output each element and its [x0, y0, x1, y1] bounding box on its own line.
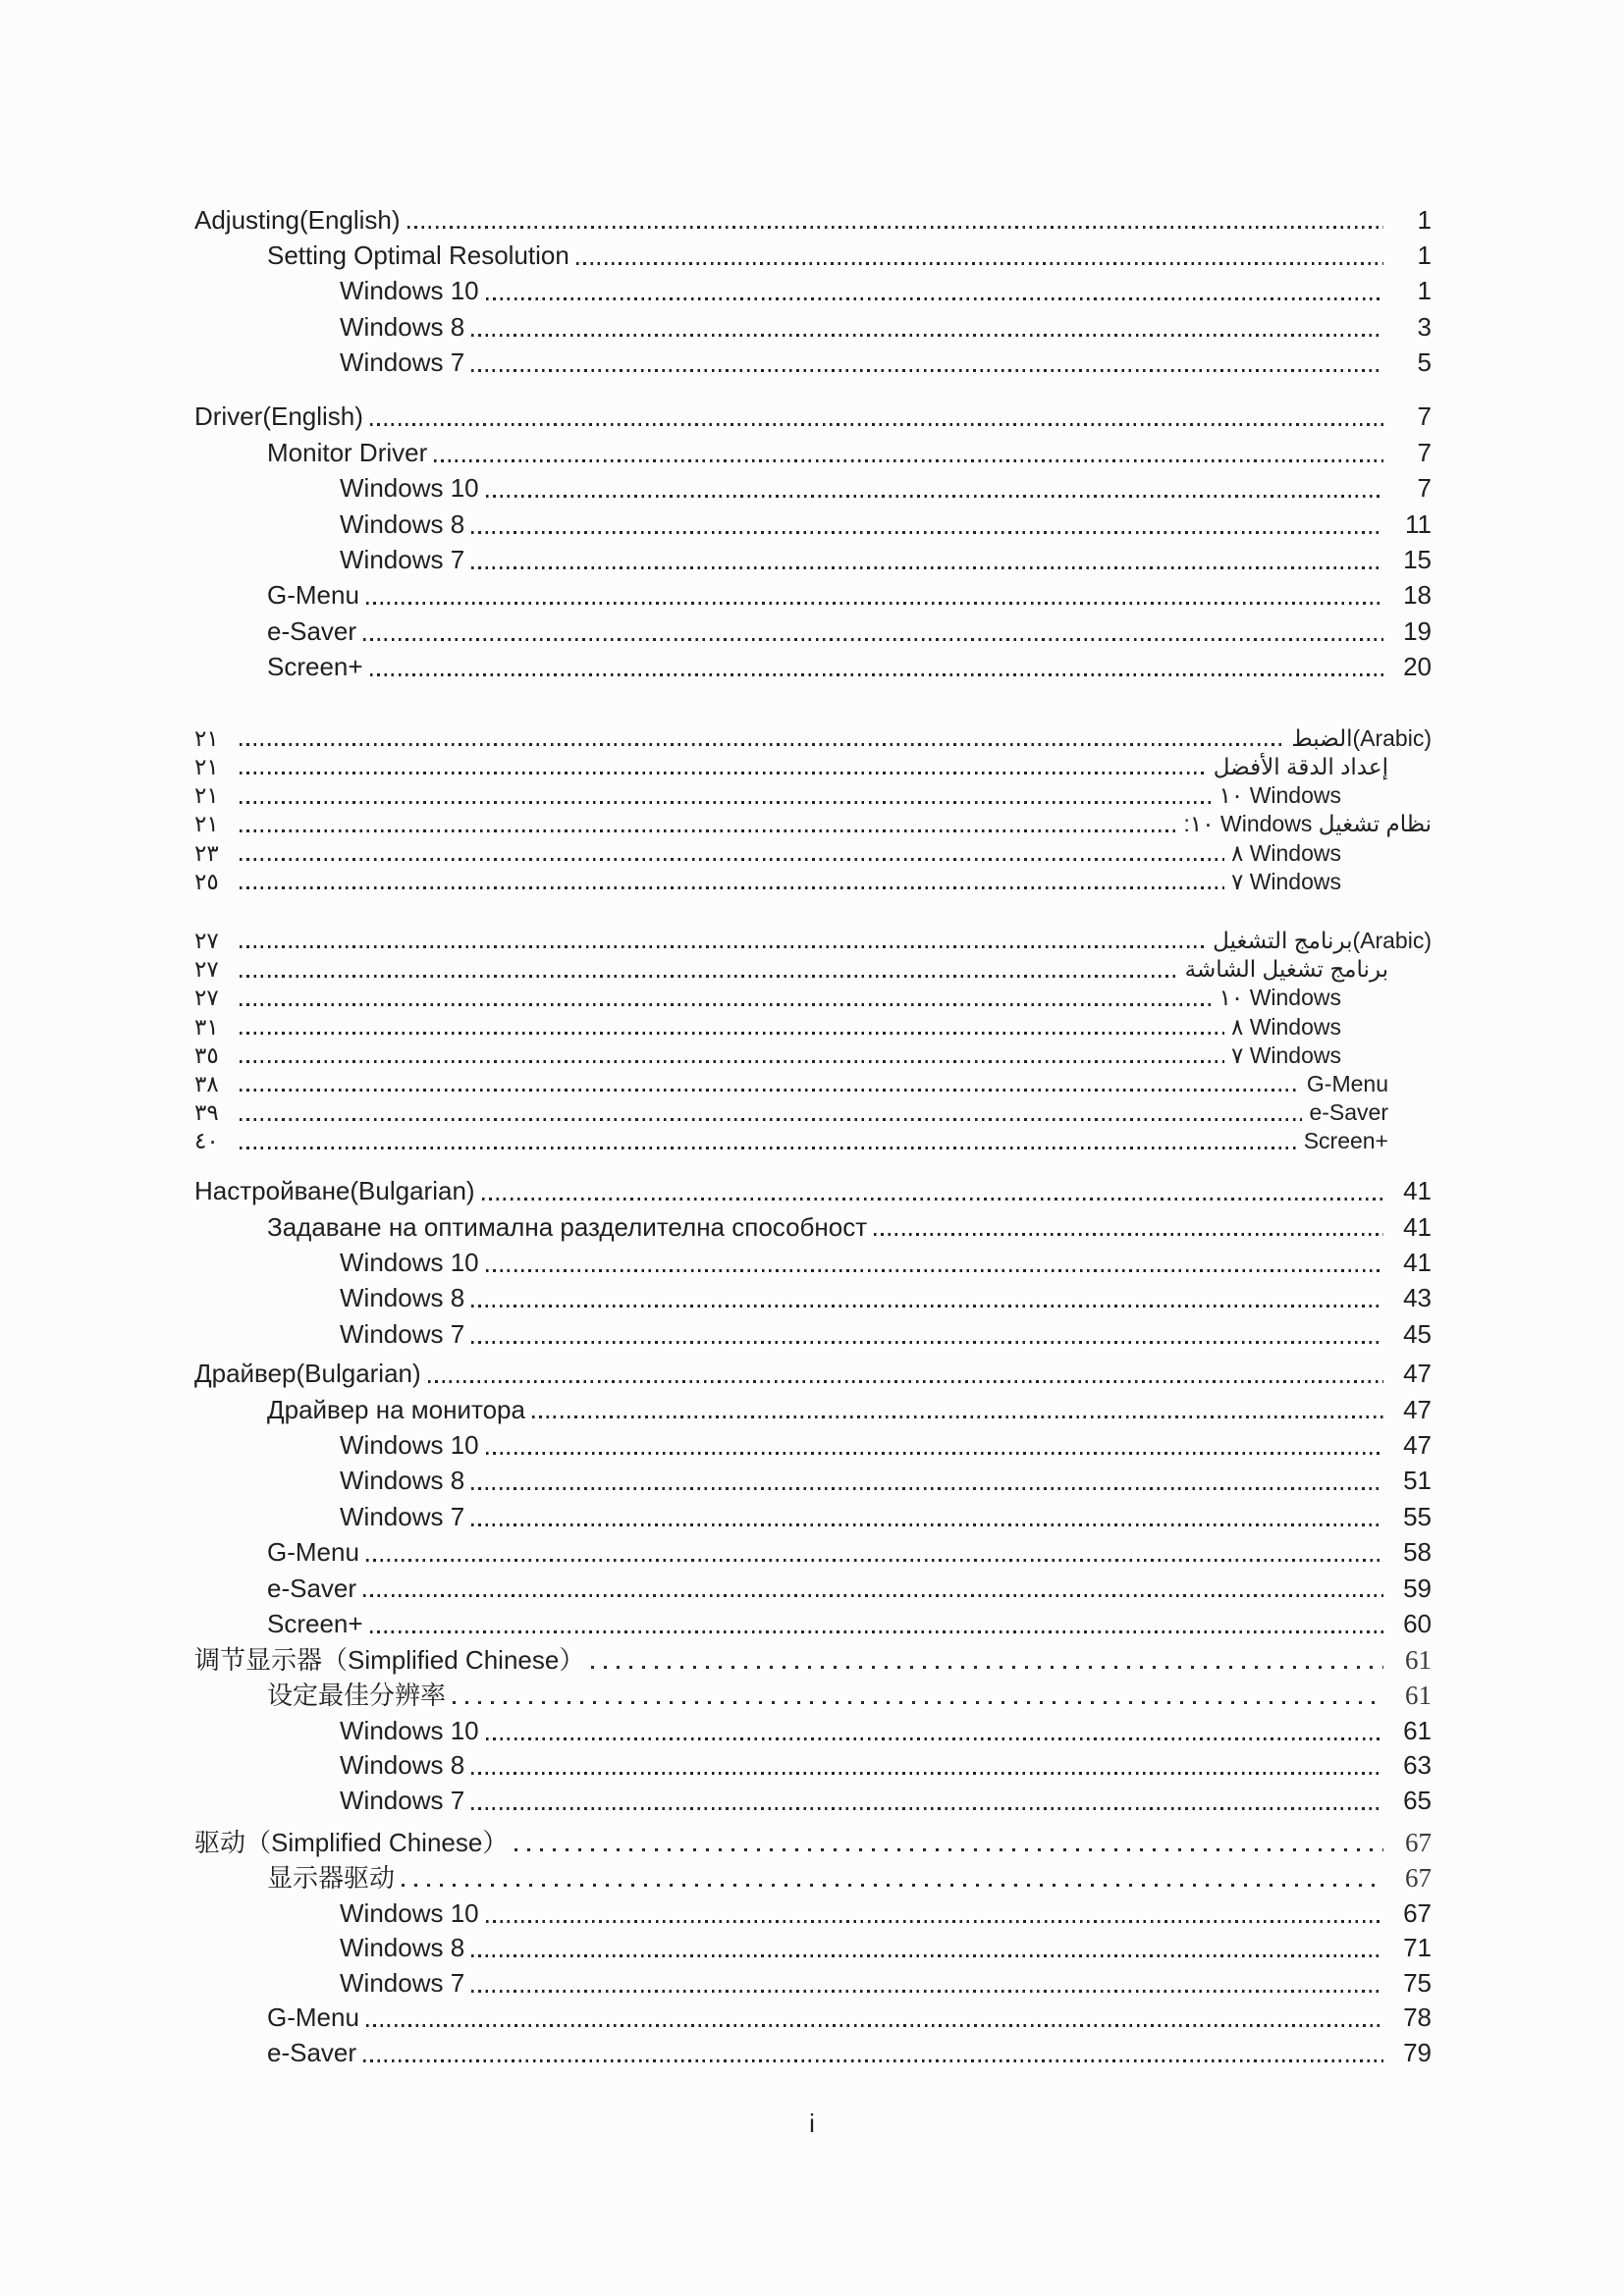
- toc-page-number: 19: [1403, 615, 1432, 646]
- toc-entry-label: Windows 10: [340, 1715, 479, 1745]
- dot-leader: [471, 1305, 1383, 1308]
- toc-page-number: 71: [1403, 1933, 1432, 1963]
- toc-row: [194, 837, 1432, 866]
- dot-leader: [471, 1487, 1383, 1490]
- toc-page-number: 41: [1403, 1247, 1432, 1277]
- toc-page-number: ٣٨: [194, 1070, 219, 1096]
- dot-leader: [366, 1559, 1383, 1562]
- dot-leader: [453, 1701, 1383, 1704]
- toc-page-number: 65: [1403, 1785, 1432, 1815]
- dot-leader: [482, 1198, 1383, 1201]
- toc-entry-label: Setting Optimal Resolution: [267, 240, 569, 270]
- toc-row: [194, 1496, 1432, 1531]
- toc-page-number: 41: [1403, 1211, 1432, 1242]
- dot-leader: [240, 743, 1284, 746]
- toc-page-number: 41: [1403, 1176, 1432, 1206]
- dot-leader: [370, 423, 1383, 426]
- toc-page-number: 67: [1403, 1897, 1432, 1928]
- toc-page-number: 67: [1405, 1862, 1432, 1893]
- toc-entry-label: Windows 7: [340, 347, 465, 378]
- toc-entry-label: e-Saver: [1309, 1099, 1388, 1126]
- toc-entry-label: Windows 10: [340, 1429, 479, 1460]
- toc-row: [194, 1532, 1432, 1568]
- toc-page-number: 3: [1417, 311, 1432, 342]
- toc-page-number: ٢٧: [194, 927, 219, 953]
- toc-entry-label: Screen+: [267, 1608, 363, 1638]
- toc-entry-label: G-Menu: [267, 1537, 359, 1568]
- toc-page-number: ٢٥: [194, 868, 219, 894]
- toc-page-number: ٢٧: [194, 956, 219, 983]
- dot-leader: [363, 638, 1383, 641]
- dot-leader: [576, 262, 1383, 265]
- toc-row: [194, 1206, 1432, 1242]
- toc-page-number: 58: [1403, 1537, 1432, 1568]
- toc-entry-label: Windows ٨: [1230, 1013, 1341, 1040]
- toc-entry-label: Windows 7: [340, 1318, 465, 1349]
- toc-entry-label: Windows 7: [340, 1967, 465, 1998]
- dot-leader: [471, 531, 1383, 534]
- toc-row: [194, 1011, 1432, 1040]
- toc-row: [194, 504, 1432, 539]
- toc-entry-label: Screen+: [267, 652, 363, 682]
- dot-leader: [240, 1032, 1224, 1035]
- dot-leader: [486, 1452, 1383, 1455]
- toc-page-number: ٢١: [194, 811, 219, 837]
- dot-leader: [240, 1089, 1300, 1092]
- dot-leader: [471, 1954, 1383, 1957]
- toc-row: [194, 1096, 1432, 1125]
- toc-row: [194, 397, 1432, 432]
- toc-page-number: ٢١: [194, 782, 219, 809]
- toc-entry-label: Windows ٨: [1230, 839, 1341, 866]
- toc-entry-label: Windows 8: [340, 1283, 465, 1313]
- toc-entry-label: G-Menu: [267, 2002, 359, 2033]
- toc-page-number: 78: [1403, 2002, 1432, 2033]
- toc-row: [194, 1568, 1432, 1603]
- toc-page-number: ٢١: [194, 724, 219, 751]
- dot-leader: [366, 602, 1383, 605]
- toc-row: [194, 235, 1432, 270]
- toc-page-number: 15: [1403, 545, 1432, 575]
- toc-row: [194, 1746, 1432, 1782]
- toc-page-number: ٢٣: [194, 839, 219, 866]
- toc-row: [194, 1313, 1432, 1349]
- dot-leader: [240, 1118, 1302, 1121]
- toc-section-driver-simplified-chinese: [194, 1824, 1432, 2068]
- dot-leader: [240, 801, 1213, 804]
- toc-row: [194, 1711, 1432, 1746]
- toc-row: [194, 953, 1432, 982]
- toc-row: [194, 1824, 1432, 1859]
- toc-page-number: 45: [1403, 1318, 1432, 1349]
- toc-entry-label: Настройване(Bulgarian): [194, 1176, 475, 1206]
- toc-row: [194, 1068, 1432, 1096]
- toc-page-number: ٢٧: [194, 985, 219, 1011]
- toc-row: [194, 1781, 1432, 1816]
- dot-leader: [874, 1233, 1383, 1236]
- toc-entry-label: e-Saver: [267, 1573, 357, 1603]
- dot-leader: [240, 1060, 1224, 1063]
- toc-entry-label: 驱动（Simplified Chinese）: [194, 1828, 509, 1858]
- dot-leader: [434, 459, 1383, 462]
- dot-leader: [486, 1920, 1383, 1923]
- toc-row: [194, 983, 1432, 1011]
- toc-entry-label: برنامج تشغيل الشاشة: [1184, 956, 1388, 983]
- toc-page-number: 47: [1403, 1359, 1432, 1389]
- toc-entry-label: e-Saver: [267, 615, 357, 646]
- dot-leader: [363, 2059, 1383, 2062]
- toc-page-number: ٤٠: [194, 1128, 219, 1154]
- toc-page-number: 60: [1403, 1608, 1432, 1638]
- toc-row: [194, 1126, 1432, 1154]
- toc-entry-label: Windows 7: [340, 545, 465, 575]
- toc-row: [194, 540, 1432, 575]
- toc-row: [194, 1963, 1432, 1999]
- toc-entry-label: Windows 10: [340, 1247, 479, 1277]
- dot-leader: [532, 1415, 1383, 1418]
- toc-page-number: 47: [1403, 1394, 1432, 1424]
- toc-page-number: ٣٩: [194, 1099, 219, 1126]
- toc-entry-label: Windows 7: [340, 1785, 465, 1815]
- dot-leader: [240, 1003, 1213, 1006]
- toc-row: [194, 925, 1432, 953]
- toc-page-number: 5: [1417, 347, 1432, 378]
- toc-section-adjusting-english: [194, 199, 1432, 378]
- toc-row: [194, 468, 1432, 504]
- toc-entry-label: Monitor Driver: [267, 437, 428, 467]
- dot-leader: [471, 1523, 1383, 1526]
- toc-entry-label: Driver(English): [194, 401, 363, 432]
- toc-entry-label: Windows 10: [340, 276, 479, 306]
- dot-leader: [240, 886, 1224, 889]
- toc-page-number: 11: [1405, 508, 1432, 539]
- page-number-footer: [0, 2109, 1624, 2139]
- toc-page-number: ٣٥: [194, 1041, 219, 1068]
- toc-page-number: 7: [1417, 473, 1432, 504]
- toc-entry-label: G-Menu: [1306, 1070, 1388, 1096]
- toc-row: [194, 1676, 1432, 1711]
- toc-section-adjusting-bulgarian: [194, 1171, 1432, 1350]
- dot-leader: [240, 1147, 1297, 1149]
- toc-entry-label: Windows ١٠: [1218, 782, 1341, 809]
- dot-leader: [428, 1380, 1383, 1383]
- dot-leader: [240, 975, 1178, 978]
- dot-leader: [486, 495, 1383, 498]
- toc-row: [194, 1040, 1432, 1068]
- toc-page-number: 61: [1403, 1715, 1432, 1745]
- toc-page-number: 7: [1417, 437, 1432, 467]
- toc-entry-label: نظام تشغيل Windows ١٠:: [1183, 811, 1432, 837]
- toc-page-number: 1: [1417, 276, 1432, 306]
- toc-page-number: ٢١: [194, 754, 219, 780]
- toc-entry-label: Windows 10: [340, 473, 479, 504]
- toc-row: [194, 1603, 1432, 1638]
- toc-page-number: 63: [1403, 1750, 1432, 1781]
- toc-page-number: 61: [1405, 1680, 1432, 1710]
- toc-page-number: 43: [1403, 1283, 1432, 1313]
- toc-row: [194, 1242, 1432, 1277]
- toc-row: [194, 1389, 1432, 1424]
- toc-entry-label: Windows ٧: [1230, 1041, 1341, 1068]
- toc-row: [194, 809, 1432, 837]
- dot-leader: [370, 1630, 1383, 1633]
- toc-row: [194, 575, 1432, 611]
- toc-page-number: 20: [1403, 652, 1432, 682]
- toc-row: [194, 1894, 1432, 1929]
- toc-section-adjusting-arabic: [194, 722, 1432, 894]
- toc-page-number: 1: [1417, 240, 1432, 270]
- toc-row: [194, 271, 1432, 306]
- dot-leader: [240, 772, 1207, 774]
- toc-entry-label: 显示器驱动: [267, 1863, 396, 1894]
- toc-page-number: 61: [1405, 1645, 1432, 1676]
- toc-page-number: ٣١: [194, 1013, 219, 1040]
- dot-leader: [240, 858, 1224, 861]
- toc-entry-label: 设定最佳分辨率: [267, 1681, 447, 1711]
- toc-row: [194, 1171, 1432, 1206]
- toc-row: [194, 1858, 1432, 1894]
- toc-entry-label: Windows ٧: [1230, 868, 1341, 894]
- toc-entry-label: إعداد الدقة الأفضل: [1213, 754, 1388, 780]
- toc-row: [194, 1641, 1432, 1677]
- toc-row: [194, 866, 1432, 894]
- dot-leader: [591, 1666, 1383, 1669]
- toc-page-number: 79: [1403, 2038, 1432, 2068]
- dot-leader: [240, 945, 1206, 948]
- toc-entry-label: Screen+: [1303, 1128, 1388, 1154]
- toc-entry-label: Windows 8: [340, 508, 465, 539]
- dot-leader: [366, 2024, 1383, 2027]
- toc-row: [194, 306, 1432, 342]
- toc-row: [194, 1278, 1432, 1313]
- toc-entry-label: Windows 8: [340, 311, 465, 342]
- toc-page-number: 7: [1417, 401, 1432, 432]
- toc-row: [194, 343, 1432, 378]
- dot-leader: [471, 1807, 1383, 1810]
- dot-leader: [486, 1737, 1383, 1740]
- toc-page-number: 18: [1403, 580, 1432, 611]
- toc-row: [194, 1354, 1432, 1389]
- toc-entry-label: G-Menu: [267, 580, 359, 611]
- toc: [194, 199, 1432, 2068]
- toc-page-number: 55: [1403, 1501, 1432, 1531]
- dot-leader: [471, 1990, 1383, 1993]
- dot-leader: [486, 1269, 1383, 1272]
- toc-page-number: 67: [1405, 1828, 1432, 1858]
- toc-page-number: 1: [1417, 204, 1432, 235]
- toc-row: [194, 751, 1432, 779]
- dot-leader: [471, 566, 1383, 569]
- toc-page-number: 51: [1403, 1466, 1432, 1496]
- toc-entry-label: Adjusting(English): [194, 204, 401, 235]
- toc-entry-label: Windows ١٠: [1218, 985, 1341, 1011]
- toc-entry-label: Драйвер(Bulgarian): [194, 1359, 421, 1389]
- toc-section-driver-english: [194, 397, 1432, 682]
- dot-leader: [486, 297, 1383, 300]
- footer-page-label: i: [809, 2109, 815, 2138]
- toc-row: [194, 2033, 1432, 2068]
- dot-leader: [471, 1772, 1383, 1775]
- toc-page-number: 47: [1403, 1429, 1432, 1460]
- toc-row: [194, 1461, 1432, 1496]
- toc-entry-label: Windows 8: [340, 1933, 465, 1963]
- toc-entry-label: e-Saver: [267, 2038, 357, 2068]
- toc-section-adjusting-simplified-chinese: [194, 1641, 1432, 1816]
- dot-leader: [471, 334, 1383, 337]
- toc-row: [194, 647, 1432, 682]
- toc-entry-label: Windows 7: [340, 1501, 465, 1531]
- toc-entry-label: Windows 8: [340, 1466, 465, 1496]
- toc-row: [194, 432, 1432, 467]
- toc-row: [194, 1999, 1432, 2034]
- toc-entry-label: 调节显示器（Simplified Chinese）: [194, 1645, 585, 1676]
- toc-section-driver-bulgarian: [194, 1354, 1432, 1639]
- toc-page-number: 75: [1403, 1967, 1432, 1998]
- toc-entry-label: الضبط(Arabic): [1291, 724, 1432, 751]
- dot-leader: [407, 226, 1383, 229]
- dot-leader: [240, 829, 1177, 832]
- toc-section-driver-arabic: [194, 925, 1432, 1154]
- toc-row: [194, 611, 1432, 646]
- dot-leader: [370, 673, 1383, 676]
- toc-row: [194, 722, 1432, 751]
- dot-leader: [471, 369, 1383, 372]
- toc-row: [194, 1424, 1432, 1460]
- toc-entry-label: برنامج التشغيل(Arabic): [1213, 927, 1432, 953]
- dot-leader: [363, 1594, 1383, 1597]
- toc-entry-label: Драйвер на монитора: [267, 1394, 525, 1424]
- toc-entry-label: Windows 10: [340, 1897, 479, 1928]
- toc-page-number: 59: [1403, 1573, 1432, 1603]
- dot-leader: [514, 1848, 1383, 1851]
- dot-leader: [471, 1341, 1383, 1344]
- toc-row: [194, 199, 1432, 235]
- toc-row: [194, 1929, 1432, 1964]
- dot-leader: [402, 1884, 1383, 1887]
- toc-entry-label: Задаване на оптимална разделителна способност: [267, 1211, 868, 1242]
- toc-row: [194, 779, 1432, 808]
- toc-entry-label: Windows 8: [340, 1750, 465, 1781]
